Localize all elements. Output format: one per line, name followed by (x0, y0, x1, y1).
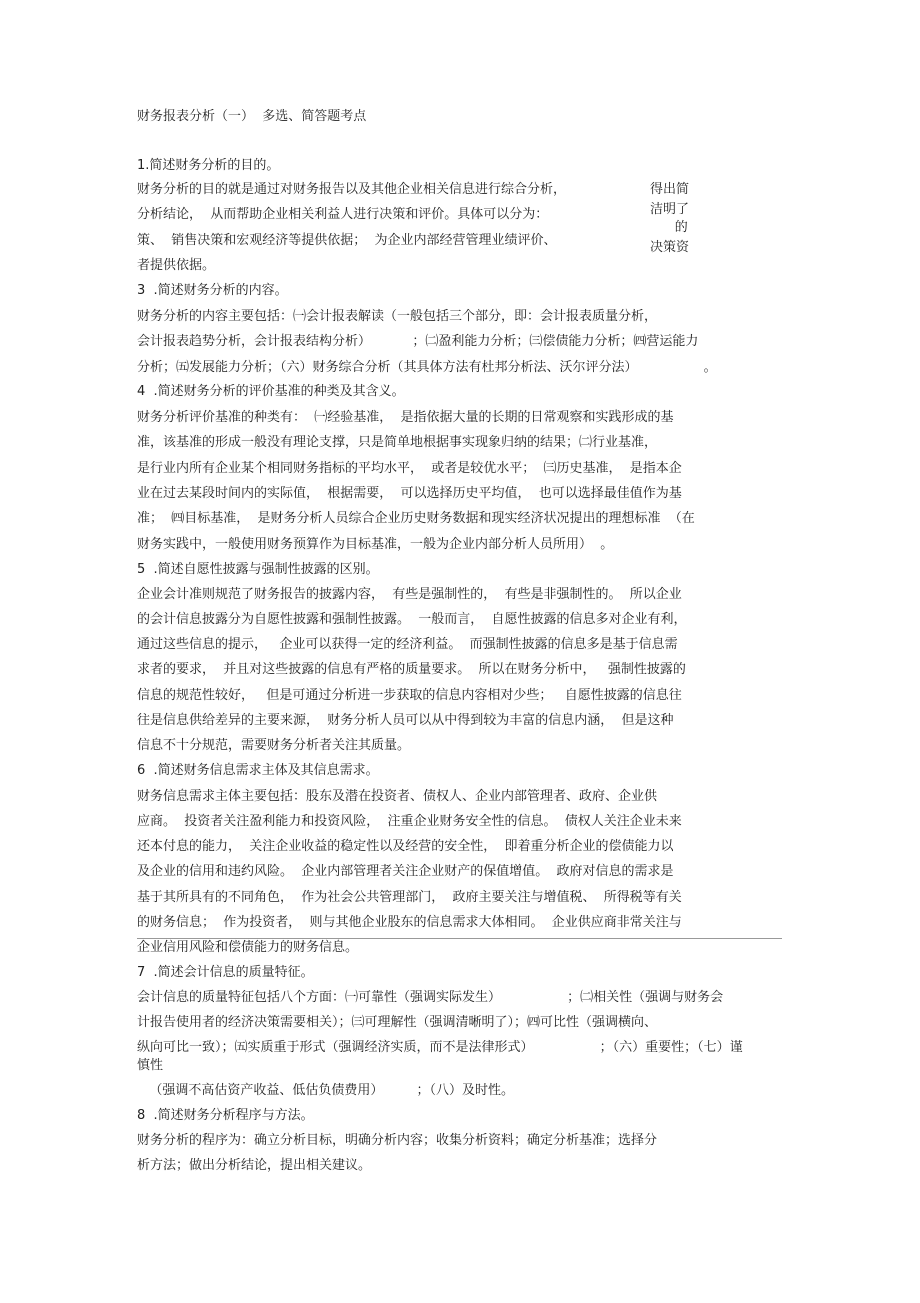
section-heading: 7 .简述会计信息的质量特征。 (137, 965, 314, 980)
paragraph-line: 会计信息的质量特征包括八个方面：㈠可靠性（强调实际发生） ；㈡相关性（强调与财务会 (137, 990, 724, 1005)
paragraph-line: 分析；㈤发展能力分析；（六）财务综合分析（其具体方法有杜邦分析法、沃尔评分法） 。 (137, 360, 717, 375)
paragraph-line: 财务分析评价基准的种类有： ㈠经验基准， 是指依据大量的长期的日常观察和实践形成的基 (137, 410, 674, 425)
paragraph-line: 财务分析的目的就是通过对财务报告以及其他企业相关信息进行综合分析， (137, 182, 567, 197)
paragraph-line: 基于其所具有的不同角色， 作为社会公共管理部门， 政府主要关注与增值税、 所得税等有关 (137, 890, 682, 905)
paragraph-line: 财务信息需求主体主要包括：股东及潜在投资者、债权人、企业内部管理者、政府、企业供 (137, 789, 658, 804)
paragraph-line: （强调不高估资产收益、低估负债费用） ；（八）及时性。 (137, 1083, 514, 1098)
horizontal-divider (137, 938, 782, 939)
paragraph-line: 慎性 (137, 1058, 164, 1073)
paragraph-line: 的会计信息披露分为自愿性披露和强制性披露。 一般而言， 自愿性披露的信息多对企业有利， (137, 612, 687, 627)
paragraph-line: 信息不十分规范，需要财务分析者关注其质量。 (137, 738, 411, 753)
section-heading: 5 .简述自愿性披露与强制性披露的区别。 (137, 562, 379, 577)
paragraph-line: 者提供依据。 (137, 258, 216, 273)
section-heading: 4 .简述财务分析的评价基准的种类及其含义。 (137, 384, 405, 399)
paragraph-line: 纵向可比一致）；㈤实质重于形式（强调经济实质，而不是法律形式） ；（六）重要性；（七）谨 (137, 1040, 743, 1055)
paragraph-line: 会计报表趋势分析，会计报表结构分析） ；㈡盈利能力分析；㈢偿债能力分析；㈣营运能力 (137, 334, 699, 349)
section-heading: 8 .简述财务分析程序与方法。 (137, 1108, 314, 1123)
paragraph-line: 往是信息供给差异的主要来源， 财务分析人员可以从中得到较为丰富的信息内涵， 但是这种 (137, 713, 674, 728)
margin-text-fragment: 决策资 (650, 240, 690, 255)
paragraph-line: 还本付息的能力， 关注企业收益的稳定性以及经营的安全性， 即着重分析企业的偿债能力以 (137, 839, 674, 854)
paragraph-line: 信息的规范性较好， 但是可通过分析进一步获取的信息内容相对少些； 自愿性披露的信息往 (137, 688, 682, 703)
paragraph-line: 及企业的信用和违约风险。 企业内部管理者关注企业财产的保值增值。 政府对信息的需求是 (137, 864, 674, 879)
paragraph-line: 企业会计准则规范了财务报告的披露内容， 有些是强制性的， 有些是非强制性的。 所以企业 (137, 587, 682, 602)
paragraph-line: 应商。 投资者关注盈利能力和投资风险， 注重企业财务安全性的信息。 债权人关注企业未来 (137, 814, 682, 829)
section-heading: 3 .简述财务分析的内容。 (137, 283, 288, 298)
margin-text-fragment: 的 (650, 220, 688, 235)
paragraph-line: 是行业内所有企业某个相同财务指标的平均水平， 或者是较优水平； ㈢历史基准， 是指本企 (137, 461, 682, 476)
margin-text-fragment: 得出简 (650, 182, 690, 197)
paragraph-line: 准，该基准的形成一般没有理论支撑，只是简单地根据事实现象归纳的结果；㈡行业基准， (137, 435, 658, 450)
paragraph-line: 通过这些信息的提示， 企业可以获得一定的经济利益。 而强制性披露的信息多是基于信息需 (137, 637, 678, 652)
paragraph-line: 准； ㈣目标基准， 是财务分析人员综合企业历史财务数据和现实经济状况提出的理想标准 （在 (137, 511, 695, 526)
paragraph-line: 策、 销售决策和宏观经济等提供依据； 为企业内部经营管理业绩评价、 (137, 233, 557, 248)
margin-text-fragment: 洁明了 (650, 202, 690, 217)
document-title: 财务报表分析（一） 多选、简答题考点 (137, 109, 367, 124)
paragraph-line: 企业信用风险和偿债能力的财务信息。 (137, 940, 359, 955)
paragraph-line: 求者的要求， 并且对这些披露的信息有严格的质量要求。 所以在财务分析中， 强制性披露的 (137, 662, 686, 677)
paragraph-line: 析方法；做出分析结论，提出相关建议。 (137, 1158, 372, 1173)
paragraph-line: 财务实践中，一般使用财务预算作为目标基准，一般为企业内部分析人员所用） 。 (137, 537, 614, 552)
paragraph-line: 业在过去某段时间内的实际值， 根据需要， 可以选择历史平均值， 也可以选择最佳值作为基 (137, 486, 682, 501)
paragraph-line: 计报告使用者的经济决策需要相关）；㈢可理解性（强调清晰明了）；㈣可比性（强调横向、 (137, 1015, 658, 1030)
paragraph-line: 财务分析的内容主要包括：㈠会计报表解读（一般包括三个部分，即：会计报表质量分析， (137, 309, 658, 324)
section-heading: 6 .简述财务信息需求主体及其信息需求。 (137, 763, 379, 778)
paragraph-line: 的财务信息； 作为投资者， 则与其他企业股东的信息需求大体相同。 企业供应商非常关注与 (137, 915, 682, 930)
paragraph-line: 分析结论， 从而帮助企业相关利益人进行决策和评价。具体可以分为： (137, 207, 549, 222)
paragraph-line: 财务分析的程序为：确立分析目标，明确分析内容；收集分析资料；确定分析基准；选择分 (137, 1133, 658, 1148)
section-heading: 1.简述财务分析的目的。 (137, 158, 280, 173)
